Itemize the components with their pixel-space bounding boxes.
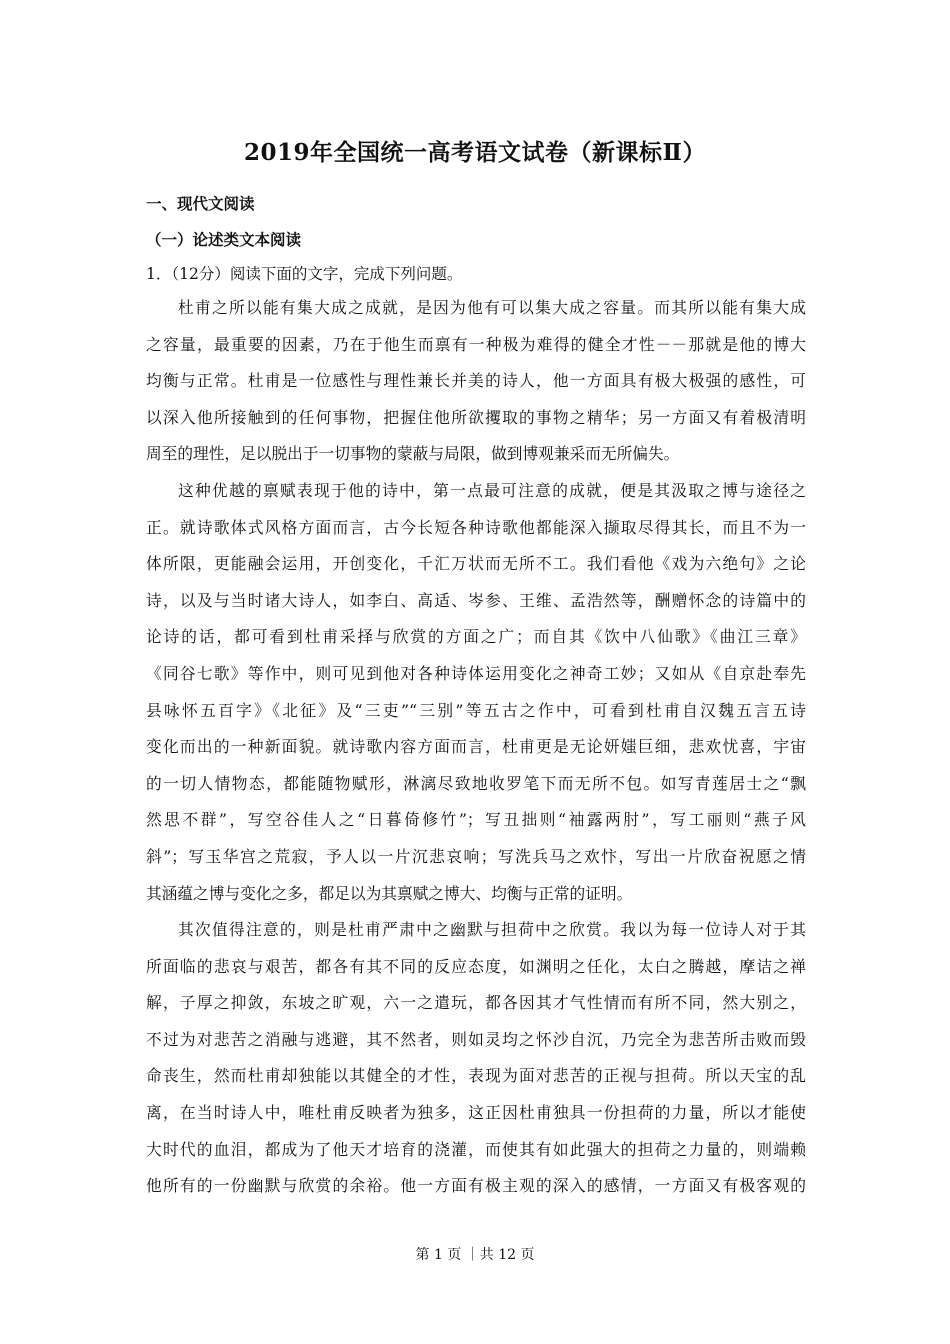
passage-line: 斜”；写玉华宫之荒寂，予人以一片沉悲哀响；写洗兵马之欢忭，写出一片欣奋祝愿之情 xyxy=(146,846,806,866)
passage-line: 其涵蕴之博与变化之多，都足以为其禀赋之博大、均衡与正常的证明。 xyxy=(146,883,633,903)
passage-line: 的一切人情物态，都能随物赋形，淋漓尽致地收罗笔下而无所不包。如写青莲居士之“飘 xyxy=(146,773,806,793)
passage-line: 变化而出的一种新面貌。就诗歌内容方面而言，杜甫更是无论妍媸巨细，悲欢忧喜，宇宙 xyxy=(146,737,806,757)
passage-line: 以深入他所接触到的任何事物，把握住他所欲攫取的事物之精华；另一方面又有着极清明 xyxy=(146,407,806,427)
passage-line: 所面临的悲哀与艰苦，都各有其不同的反应态度，如渊明之任化，太白之腾越，摩诘之禅 xyxy=(146,956,806,976)
passage-line: 然思不群”，写空谷佳人之“日暮倚修竹”；写丑拙则“袖露两肘”，写工丽则“燕子风 xyxy=(146,810,806,830)
passage-line: 其次值得注意的，则是杜甫严肃中之幽默与担荷中之欣赏。我以为每一位诗人对于其 xyxy=(178,920,806,940)
subsection-heading: （一）论述类文本阅读 xyxy=(146,230,302,249)
passage-line: 他所有的一份幽默与欣赏的余裕。他一方面有极主观的深入的感情，一方面又有极客观的 xyxy=(146,1176,806,1196)
passage-line: 这种优越的禀赋表现于他的诗中，第一点最可注意的成就，便是其汲取之博与途径之 xyxy=(178,480,806,500)
document-title: 2019年全国统一高考语文试卷（新课标Ⅱ） xyxy=(244,139,706,166)
passage-line: 体所限，更能融会运用，开创变化，千汇万状而无所不工。我们看他《戏为六绝句》之论 xyxy=(146,554,806,574)
passage-line: 《同谷七歌》等作中，则可见到他对各种诗体运用变化之神奇工妙；又如从《自京赴奉先 xyxy=(146,663,806,683)
passage-line: 解，子厚之抑敛，东坡之旷观，六一之遣玩，都各因其才气性情而有所不同，然大别之， xyxy=(146,993,806,1013)
passage-line: 不过为对悲苦之消融与逃避，其不然者，则如灵均之怀沙自沉，乃完全为悲苦所击败而毁 xyxy=(146,1029,806,1049)
passage-line: 周至的理性，足以脱出于一切事物的蒙蔽与局限，做到博观兼采而无所偏失。 xyxy=(146,444,680,464)
passage xyxy=(146,290,806,1205)
section-heading: 一、现代文阅读 xyxy=(146,194,255,213)
passage-line: 诗，以及与当时诸大诗人，如李白、高适、岑参、王维、孟浩然等，酬赠怀念的诗篇中的 xyxy=(146,590,806,610)
passage-line: 县咏怀五百字》《北征》及“三吏”“三别”等五古之作中，可看到杜甫自汉魏五言五诗 xyxy=(146,700,806,720)
question-intro: 1．（12分）阅读下面的文字，完成下列问题。 xyxy=(146,265,463,283)
passage-line: 之容量，最重要的因素，乃在于他生而禀有一种极为难得的健全才性－－那就是他的博大 xyxy=(146,334,806,354)
passage-line: 均衡与正常。杜甫是一位感性与理性兼长并美的诗人，他一方面具有极大极强的感性，可 xyxy=(146,371,806,391)
page-footer: 第 1 页 ｜共 12 页 xyxy=(415,1247,535,1263)
passage-line: 正。就诗歌体式风格方面而言，古今长短各种诗歌他都能深入撷取尽得其长，而且不为一 xyxy=(146,517,806,537)
passage-line: 论诗的话，都可看到杜甫采择与欣赏的方面之广；而自其《饮中八仙歌》《曲江三章》 xyxy=(146,627,806,647)
passage-line: 大时代的血泪，都成为了他天才培育的浇灌，而使其有如此强大的担荷之力量的，则端赖 xyxy=(146,1139,806,1159)
passage-line: 命丧生，然而杜甫却独能以其健全的才性，表现为面对悲苦的正视与担荷。所以天宝的乱 xyxy=(146,1066,806,1086)
passage-line: 离，在当时诗人中，唯杜甫反映者为独多，这正因杜甫独具一份担荷的力量，所以才能使 xyxy=(146,1103,806,1123)
passage-line: 杜甫之所以能有集大成之成就，是因为他有可以集大成之容量。而其所以能有集大成 xyxy=(178,298,806,317)
